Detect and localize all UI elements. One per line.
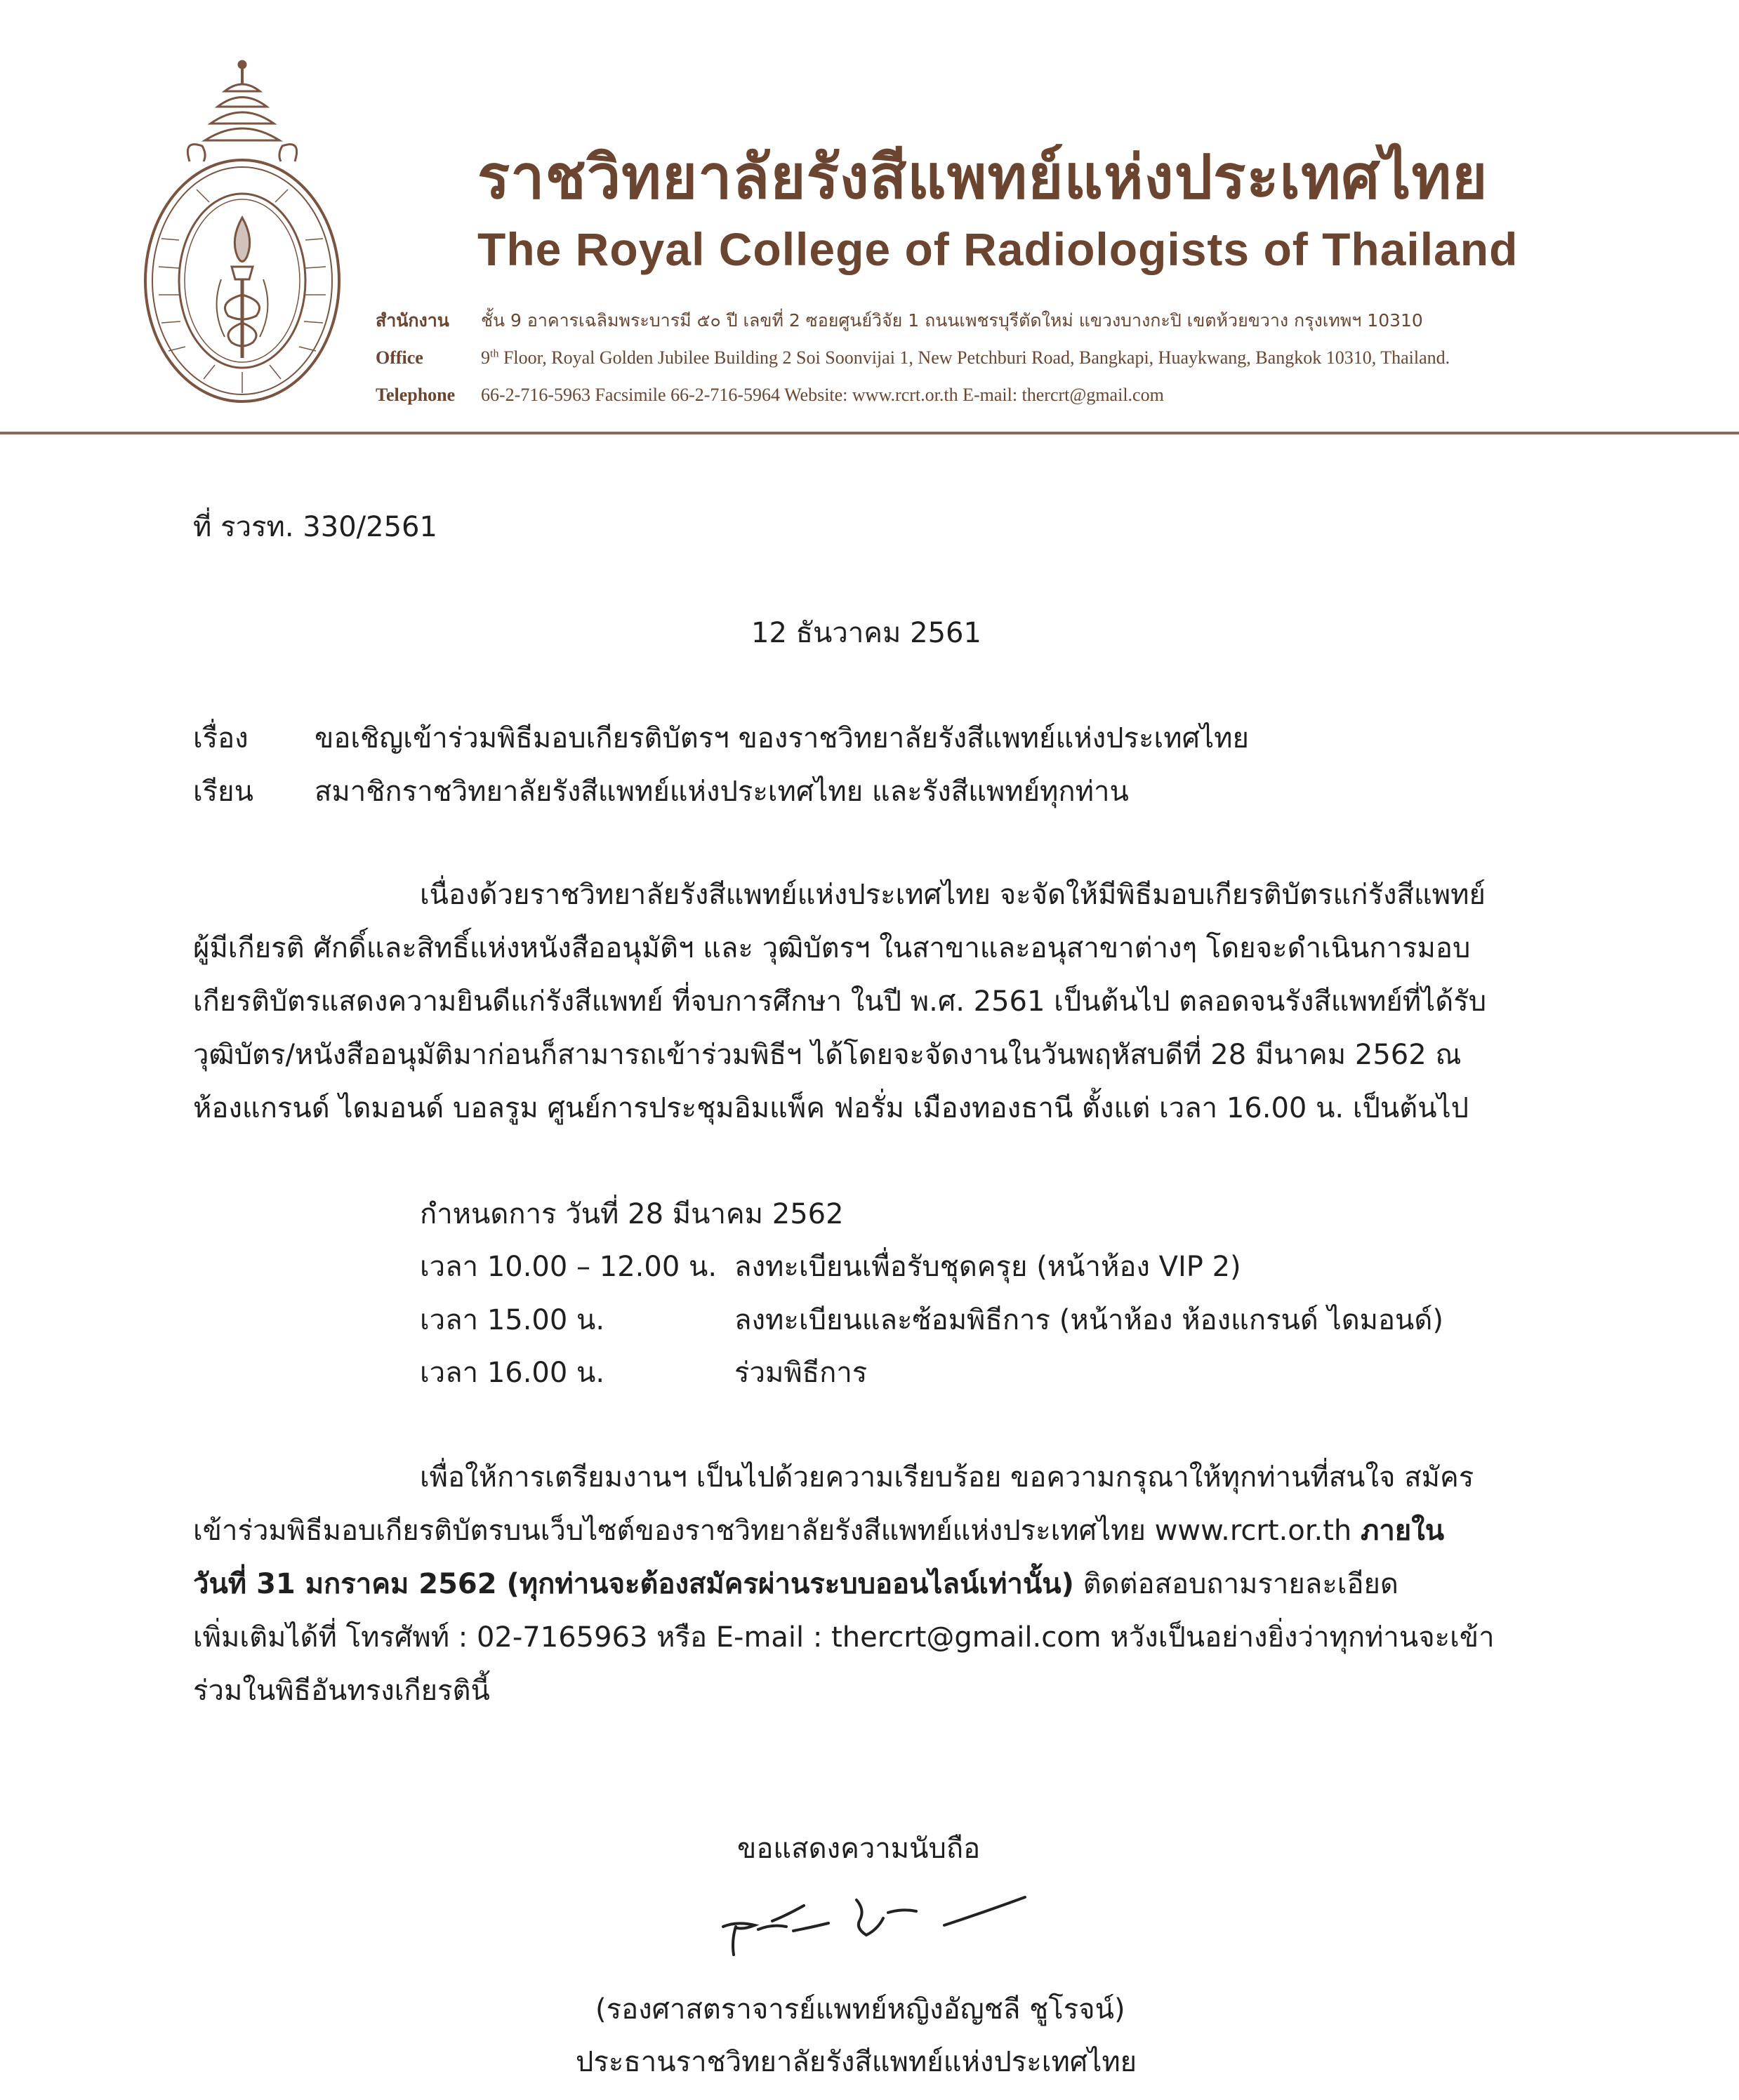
office-label-english: Office: [376, 347, 423, 368]
office-floor-suffix: th: [490, 347, 499, 359]
org-name-english: The Royal College of Radiologists of Thailand: [477, 223, 1519, 275]
letterhead-divider: [0, 432, 1739, 434]
schedule-time: เวลา 16.00 น.: [420, 1357, 605, 1389]
office-address-english: [376, 348, 1639, 367]
recipient-text: สมาชิกราชวิทยาลัยรังสีแพทย์แห่งประเทศไทย และรังสีแพทย์ทุกท่าน: [315, 776, 1129, 808]
deadline-emphasis: ภายใน: [1360, 1515, 1445, 1547]
telephone-label: Telephone: [376, 385, 456, 405]
schedule-description: ลงทะเบียนเพื่อรับชุดครุย (หน้าห้อง VIP 2): [734, 1251, 1241, 1283]
signer-title: ประธานราชวิทยาลัยรังสีแพทย์แห่งประเทศไทย: [576, 2046, 1137, 2078]
schedule-time: เวลา 15.00 น.: [420, 1304, 605, 1336]
office-address-thai: [376, 312, 1639, 330]
schedule-description: ลงทะเบียนและซ้อมพิธีการ (หน้าห้อง ห้องแกรนด์ ไดมอนด์): [734, 1304, 1443, 1336]
office-floor-number: 9: [481, 347, 490, 368]
paragraph-line: เกียรติบัตรแสดงความยินดีแก่รังสีแพทย์ ที่จบการศึกษา ในปี พ.ศ. 2561 เป็นต้นไป ตลอดจนรังสีแพทย์ที่ได้รับ: [193, 985, 1487, 1018]
office-address-thai-text: ชั้น 9 อาคารเฉลิมพระบารมี ๕๐ ปี เลขที่ 2 ซอยศูนย์วิจัย 1 ถนนเพชรบุรีตัดใหม่ แขวงบางกะปิ เขตห้วยขวาง กรุงเทพฯ 10310: [481, 310, 1423, 331]
subject-label: เรื่อง: [193, 722, 249, 755]
schedule-description: ร่วมพิธีการ: [734, 1357, 868, 1389]
reference-number: ที่ รวรท. 330/2561: [193, 511, 437, 543]
recipient-label: เรียน: [193, 776, 253, 808]
schedule-heading: กำหนดการ วันที่ 28 มีนาคม 2562: [420, 1198, 844, 1230]
handwritten-signature: [716, 1885, 1039, 1969]
closing-salutation: ขอแสดงความนับถือ: [737, 1833, 981, 1865]
office-address-english-text: Floor, Royal Golden Jubilee Building 2 Soi Soonvijai 1, New Petchburi Road, Bangkapi, Huaykwang, Bangkok 10310, Thailand.: [498, 347, 1450, 368]
telephone-line-text: 66-2-716-5963 Facsimile 66-2-716-5964 Website: www.rcrt.or.th E-mail: thercrt@gmail.com: [481, 385, 1164, 405]
paragraph-text: ติดต่อสอบถามรายละเอียด: [1073, 1568, 1399, 1600]
paragraph-line: เพื่อให้การเตรียมงานฯ เป็นไปด้วยความเรียบร้อย ขอความกรุณาให้ทุกท่านที่สนใจ สมัคร: [420, 1461, 1474, 1494]
contact-line: [376, 386, 1639, 404]
signer-name: (รองศาสตราจารย์แพทย์หญิงอัญชลี ชูโรจน์): [595, 1993, 1125, 2026]
paragraph-line: เพิ่มเติมได้ที่ โทรศัพท์ : 02-7165963 หรือ E-mail : thercrt@gmail.com หวังเป็นอย่างยิ่งว่าทุกท่านจะเข้า: [193, 1621, 1495, 1654]
paragraph-line: [193, 1517, 1444, 1545]
paragraph-line: [193, 1570, 1399, 1598]
letter-date: 12 ธันวาคม 2561: [751, 617, 981, 649]
paragraph-line: วุฒิบัตร/หนังสืออนุมัติมาก่อนก็สามารถเข้าร่วมพิธีฯ ได้โดยจะจัดงานในวันพฤหัสบดีที่ 28 มีนาคม 2562 ณ: [193, 1039, 1462, 1071]
paragraph-text: เข้าร่วมพิธีมอบเกียรติบัตรบนเว็บไซต์ของราชวิทยาลัยรังสีแพทย์แห่งประเทศไทย www.rcrt.or.th: [193, 1515, 1361, 1547]
paragraph-line: เนื่องด้วยราชวิทยาลัยรังสีแพทย์แห่งประเทศไทย จะจัดให้มีพิธีมอบเกียรติบัตรแก่รังสีแพทย์: [420, 879, 1486, 911]
org-name-thai: ราชวิทยาลัยรังสีแพทย์แห่งประเทศไทย: [477, 142, 1488, 213]
letterhead: [0, 0, 1739, 442]
paragraph-line: ผู้มีเกียรติ ศักดิ์และสิทธิ์แห่งหนังสืออนุมัติฯ และ วุฒิบัตรฯ ในสาขาและอนุสาขาต่างๆ โดยจะดำเนินการมอบ: [193, 932, 1471, 964]
schedule-time: เวลา 10.00 – 12.00 น.: [420, 1251, 718, 1283]
paragraph-line: ห้องแกรนด์ ไดมอนด์ บอลรูม ศูนย์การประชุมอิมแพ็ค ฟอรั่ม เมืองทองธานี ตั้งแต่ เวลา 16.00 น. เป็นต้นไป: [193, 1092, 1469, 1124]
paragraph-line: ร่วมในพิธีอันทรงเกียรตินี้: [193, 1675, 490, 1707]
college-seal-icon: [140, 56, 344, 407]
subject-text: ขอเชิญเข้าร่วมพิธีมอบเกียรติบัตรฯ ของราชวิทยาลัยรังสีแพทย์แห่งประเทศไทย: [315, 722, 1249, 755]
office-label-thai: สำนักงาน: [376, 310, 449, 331]
deadline-emphasis: วันที่ 31 มกราคม 2562 (ทุกท่านจะต้องสมัครผ่านระบบออนไลน์เท่านั้น): [193, 1568, 1074, 1600]
